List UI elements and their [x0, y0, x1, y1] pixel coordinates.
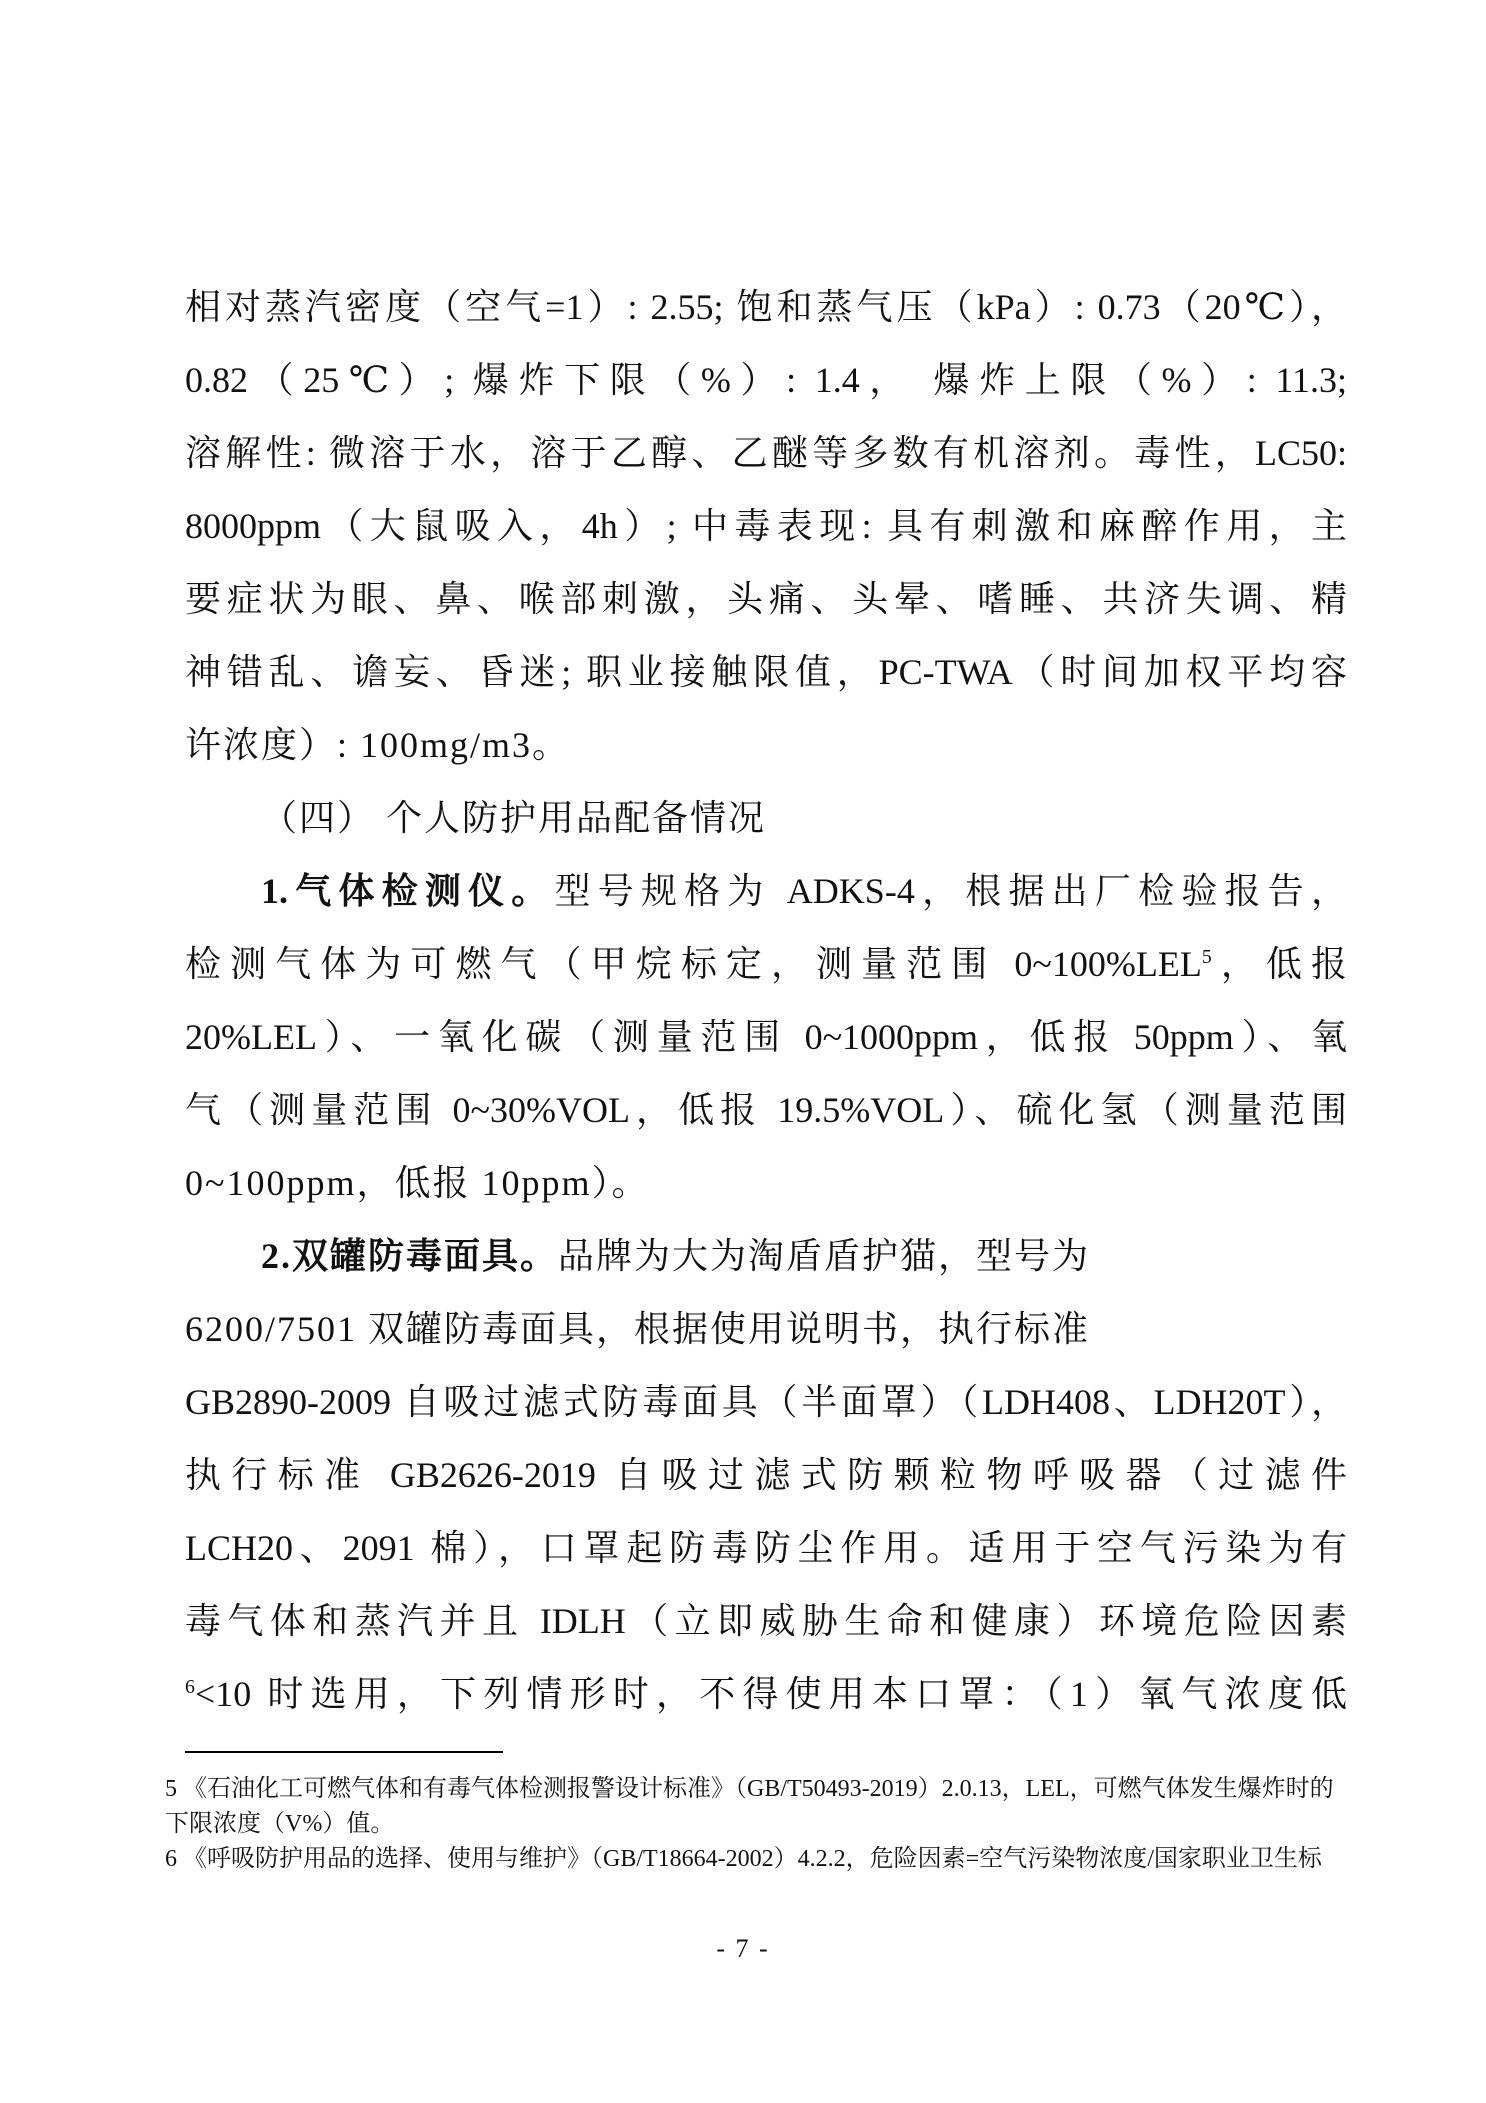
text-line	[185, 1293, 1347, 1366]
text-run: 品牌为大为淘盾盾护猫，型号为	[558, 1236, 1091, 1276]
footnote-line: 5 《石油化工可燃气体和有毒气体检测报警设计标准》（GB/T50493-2019）2.0.13，LEL，可燃气体发生爆炸时的	[165, 1776, 1334, 1802]
text-line	[185, 636, 1347, 709]
text-line	[185, 1147, 1347, 1220]
text-line	[185, 1001, 1347, 1074]
text-run: 神错乱、谵妄、昏迷; 职业接触限值，PC-TWA（时间加权平均容	[185, 652, 1347, 692]
text-run: 溶解性: 微溶于水，溶于乙醇、乙醚等多数有机溶剂。毒性，LC50:	[185, 433, 1347, 473]
page-number: - 7 -	[716, 1934, 770, 1963]
text-run: 0.82（25℃）; 爆炸下限（%）: 1.4， 爆炸上限（%）: 11.3;	[185, 360, 1347, 400]
text-line	[185, 1439, 1347, 1512]
text-line	[185, 782, 1347, 855]
bold-heading-run: 2.双罐防毒面具。	[261, 1236, 559, 1276]
text-run: 气（测量范围 0~30%VOL，低报 19.5%VOL）、硫化氢（测量范围	[185, 1090, 1347, 1130]
text-run: 相对蒸汽密度（空气=1）: 2.55; 饱和蒸气压（kPa）: 0.73（20℃），	[185, 287, 1347, 327]
text-line	[185, 928, 1347, 1001]
text-line	[185, 344, 1347, 417]
text-line	[185, 271, 1347, 344]
document-body	[185, 271, 1347, 1731]
text-run: 20%LEL）、一氧化碳（测量范围 0~1000ppm，低报 50ppm）、氧	[185, 1017, 1347, 1057]
text-line	[185, 1658, 1347, 1731]
bold-heading-run: 1.气体检测仪。	[261, 871, 555, 911]
footnote-line: 6 《呼吸防护用品的选择、使用与维护》（GB/T18664-2002）4.2.2，危险因素=空气污染物浓度/国家职业卫生标	[165, 1846, 1322, 1872]
text-line	[185, 563, 1347, 636]
text-line	[185, 1512, 1347, 1585]
text-run: 6200/7501 双罐防毒面具，根据使用说明书，执行标准	[185, 1309, 1091, 1349]
text-run: 检测气体为可燃气（甲烷标定，测量范围 0~100%LEL	[185, 944, 1202, 984]
text-run: 要症状为眼、鼻、喉部刺激，头痛、头晕、嗜睡、共济失调、精	[185, 579, 1347, 619]
footnote-reference: 6	[185, 1676, 195, 1698]
text-run: <10 时选用，下列情形时，不得使用本口罩：（1）氧气浓度低	[194, 1674, 1347, 1714]
text-line	[185, 1585, 1347, 1658]
footnotes	[165, 1772, 1425, 1877]
text-line	[185, 1366, 1347, 1439]
text-run: 许浓度）: 100mg/m3。	[185, 725, 571, 765]
text-line	[185, 1220, 1347, 1293]
text-run: 毒气体和蒸汽并且 IDLH（立即威胁生命和健康）环境危险因素	[185, 1601, 1347, 1641]
text-run: （四） 个人防护用品配备情况	[261, 798, 767, 838]
text-run: ，低报	[1211, 944, 1347, 984]
text-run: GB2890-2009 自吸过滤式防毒面具（半面罩）（LDH408、LDH20T），	[185, 1382, 1347, 1422]
text-line	[185, 855, 1347, 928]
text-run: 型号规格为 ADKS-4，根据出厂检验报告，	[554, 871, 1347, 911]
footnote-line: 下限浓度（V%）值。	[165, 1811, 395, 1837]
text-run: 执行标准 GB2626-2019 自吸过滤式防颗粒物呼吸器（过滤件	[185, 1455, 1347, 1495]
footnote-reference: 5	[1201, 946, 1212, 968]
text-run: 0~100ppm，低报 10ppm）。	[185, 1163, 650, 1203]
text-line	[185, 490, 1347, 563]
text-line	[185, 709, 1347, 782]
text-line	[185, 417, 1347, 490]
text-run: 8000ppm（大鼠吸入，4h）; 中毒表现: 具有刺激和麻醉作用，主	[185, 506, 1347, 546]
text-run: LCH20、2091 棉），口罩起防毒防尘作用。适用于空气污染为有	[185, 1528, 1347, 1568]
text-line	[185, 1074, 1347, 1147]
footnote-separator	[185, 1751, 503, 1753]
